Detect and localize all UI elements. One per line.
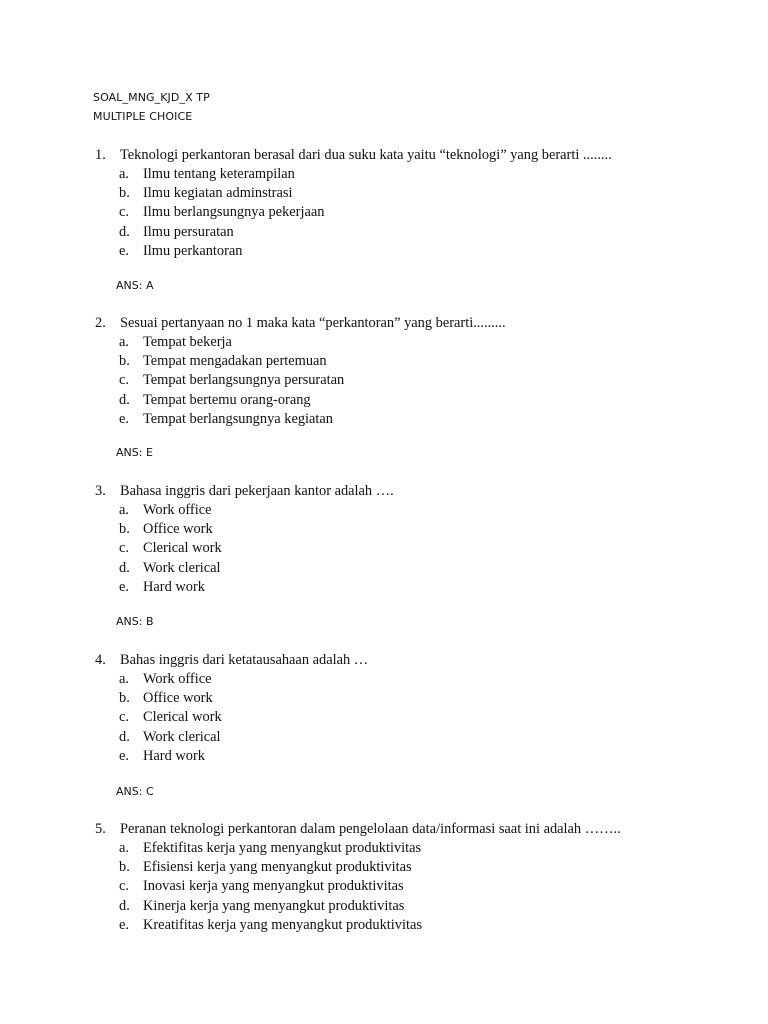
option-letter: c.: [119, 372, 129, 389]
option-letter: e.: [119, 578, 129, 595]
option-letter: d.: [119, 728, 130, 745]
option-letter: a.: [119, 334, 129, 350]
option-a: [95, 670, 735, 689]
question-2: [95, 313, 735, 429]
option-list: [95, 670, 735, 766]
question-stem: [95, 650, 735, 670]
question-text: Peranan teknologi perkantoran dalam pengelolaan data/informasi saat ini adalah ……..: [120, 821, 621, 837]
document-type: MULTIPLE CHOICE: [93, 110, 193, 123]
option-text: Tempat mengadakan pertemuan: [143, 353, 327, 370]
option-letter: d.: [119, 559, 130, 576]
option-letter: b.: [119, 353, 130, 370]
option-letter: e.: [119, 410, 129, 427]
question-text: Bahasa inggris dari pekerjaan kantor adalah ….: [120, 483, 394, 499]
option-letter: a.: [119, 840, 129, 856]
option-text: Hard work: [143, 578, 205, 595]
option-text: Tempat bertemu orang-orang: [143, 391, 311, 408]
option-letter: d.: [119, 223, 130, 240]
option-text: Work clerical: [143, 559, 221, 576]
option-d: [95, 223, 735, 242]
question-number: 5.: [95, 821, 106, 837]
option-letter: c.: [119, 540, 129, 557]
option-text: Ilmu persuratan: [143, 223, 234, 240]
question-1: [95, 145, 735, 261]
question-stem: [95, 313, 735, 333]
option-e: [95, 747, 735, 766]
option-c: [95, 539, 735, 558]
option-b: [95, 520, 735, 539]
option-text: Ilmu perkantoran: [143, 242, 243, 259]
question-text: Sesuai pertanyaan no 1 maka kata “perkantoran” yang berarti.........: [120, 315, 506, 331]
document-header: [93, 88, 210, 126]
option-letter: b.: [119, 859, 130, 876]
question-stem: [95, 481, 735, 501]
option-text: Inovasi kerja yang menyangkut produktivitas: [143, 878, 404, 895]
option-letter: e.: [119, 242, 129, 259]
option-text: Ilmu berlangsungnya pekerjaan: [143, 204, 325, 221]
option-b: [95, 689, 735, 708]
option-letter: c.: [119, 204, 129, 221]
question-text: Teknologi perkantoran berasal dari dua suku kata yaitu “teknologi” yang berarti ........: [120, 147, 612, 163]
option-a: [95, 165, 735, 184]
option-text: Work clerical: [143, 728, 221, 745]
option-text: Efisiensi kerja yang menyangkut produktivitas: [143, 859, 412, 876]
option-d: [95, 559, 735, 578]
option-a: [95, 333, 735, 352]
option-text: Tempat bekerja: [143, 334, 232, 350]
question-text: Bahas inggris dari ketatausahaan adalah …: [120, 652, 369, 668]
answer-3: ANS: B: [116, 615, 154, 628]
question-number: 2.: [95, 315, 106, 331]
option-text: Efektifitas kerja yang menyangkut produktivitas: [143, 840, 422, 856]
question-stem: [95, 145, 735, 165]
option-text: Office work: [143, 690, 213, 707]
option-a: [95, 501, 735, 520]
option-text: Clerical work: [143, 709, 222, 726]
answer-1: ANS: A: [116, 279, 154, 292]
option-letter: c.: [119, 878, 129, 895]
option-text: Ilmu kegiatan adminstrasi: [143, 185, 293, 202]
question-number: 4.: [95, 652, 106, 668]
option-a: [95, 839, 735, 858]
option-letter: a.: [119, 502, 129, 518]
option-letter: b.: [119, 185, 130, 202]
option-letter: a.: [119, 166, 129, 182]
question-4: [95, 650, 735, 766]
option-b: [95, 184, 735, 203]
answer-4: ANS: C: [116, 785, 154, 798]
option-text: Work office: [143, 671, 212, 687]
option-b: [95, 352, 735, 371]
option-letter: d.: [119, 391, 130, 408]
option-letter: c.: [119, 709, 129, 726]
question-5: [95, 819, 735, 935]
question-number: 1.: [95, 147, 106, 163]
option-text: Kreatifitas kerja yang menyangkut produktivitas: [143, 916, 422, 933]
option-letter: b.: [119, 690, 130, 707]
option-e: [95, 410, 735, 429]
option-c: [95, 203, 735, 222]
option-list: [95, 501, 735, 597]
option-list: [95, 839, 735, 935]
option-text: Tempat berlangsungnya persuratan: [143, 372, 345, 389]
option-c: [95, 877, 735, 896]
option-c: [95, 708, 735, 727]
question-number: 3.: [95, 483, 106, 499]
option-d: [95, 391, 735, 410]
option-text: Work office: [143, 502, 212, 518]
option-letter: a.: [119, 671, 129, 687]
option-e: [95, 916, 735, 935]
option-text: Hard work: [143, 747, 205, 764]
option-letter: e.: [119, 747, 129, 764]
option-e: [95, 578, 735, 597]
answer-2: ANS: E: [116, 446, 153, 459]
option-c: [95, 371, 735, 390]
option-text: Tempat berlangsungnya kegiatan: [143, 410, 334, 427]
option-text: Clerical work: [143, 540, 222, 557]
option-list: [95, 165, 735, 261]
question-3: [95, 481, 735, 597]
option-letter: d.: [119, 897, 130, 914]
document-code: SOAL_MNG_KJD_X TP: [93, 91, 210, 104]
option-e: [95, 242, 735, 261]
question-stem: [95, 819, 735, 839]
option-text: Kinerja kerja yang menyangkut produktivitas: [143, 897, 405, 914]
option-text: Office work: [143, 521, 213, 538]
option-list: [95, 333, 735, 429]
option-b: [95, 858, 735, 877]
option-d: [95, 897, 735, 916]
option-text: Ilmu tentang keterampilan: [143, 166, 295, 182]
option-d: [95, 728, 735, 747]
option-letter: e.: [119, 916, 129, 933]
option-letter: b.: [119, 521, 130, 538]
